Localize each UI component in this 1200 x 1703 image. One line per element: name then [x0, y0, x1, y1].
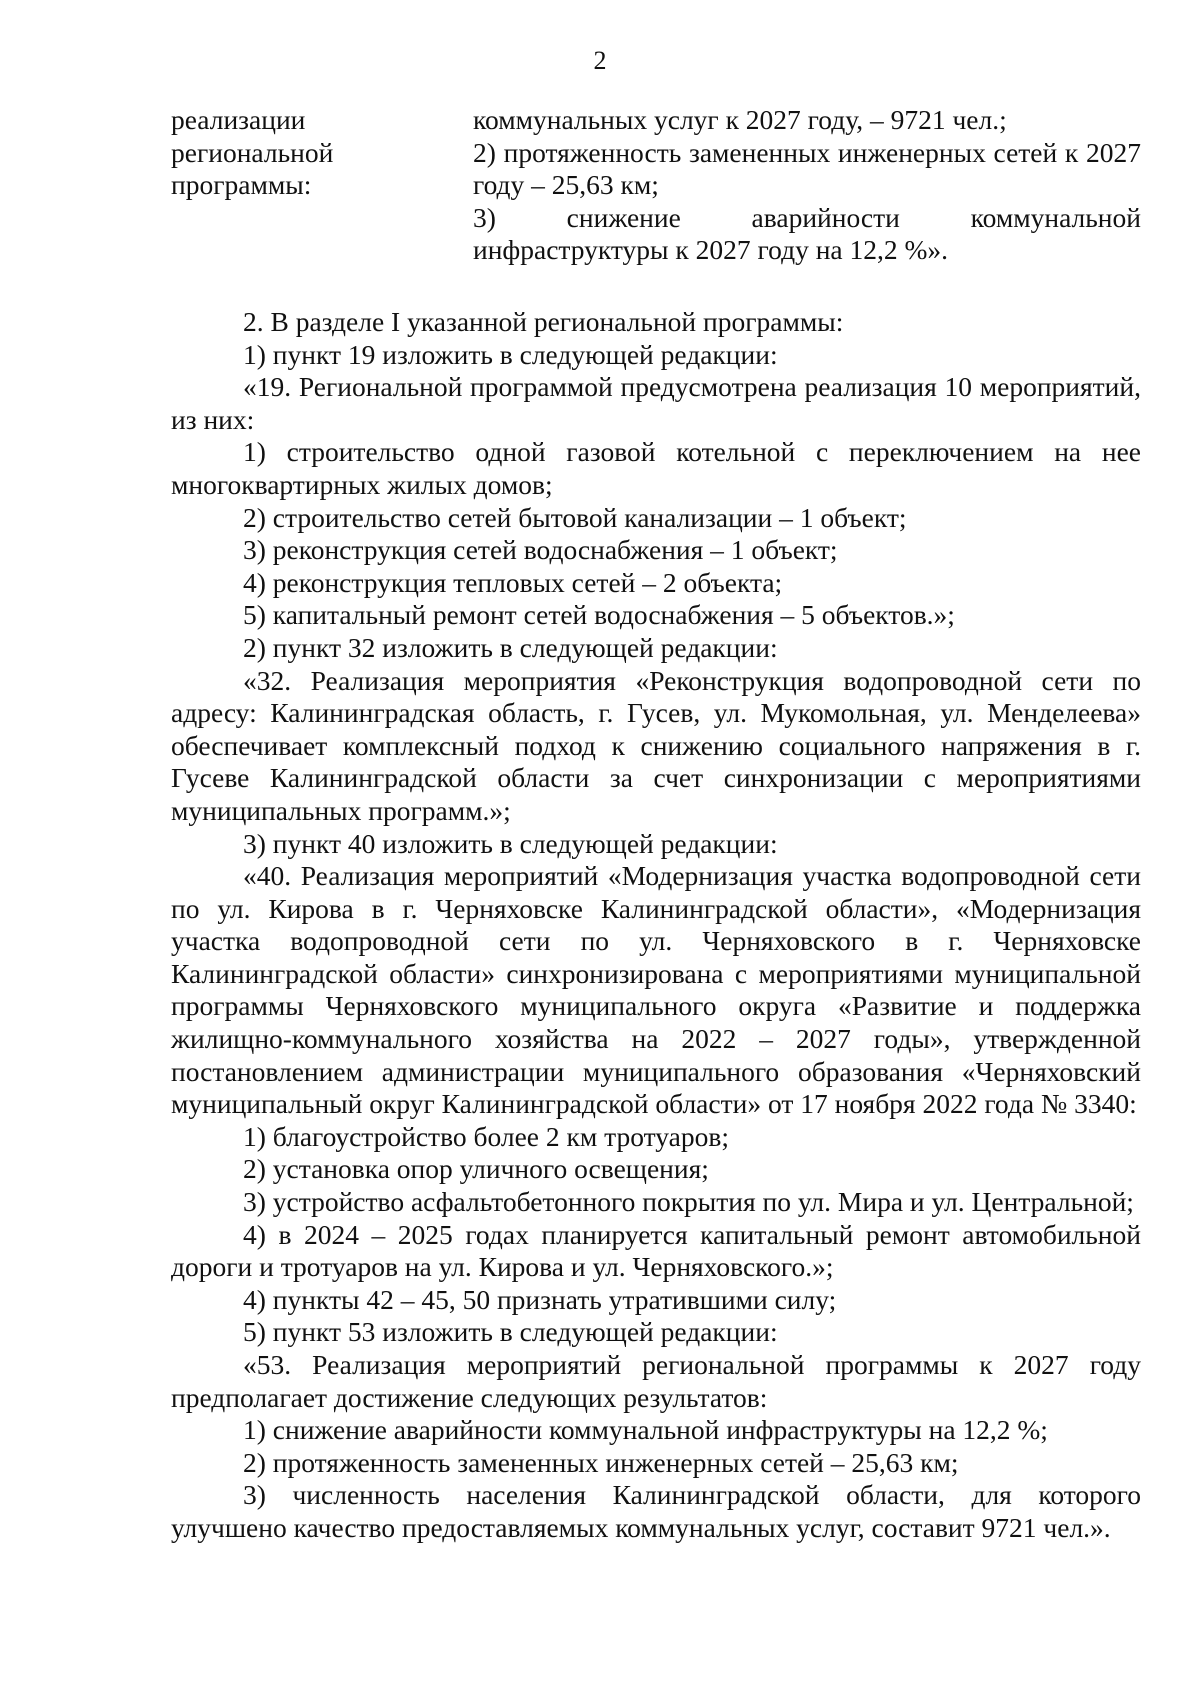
paragraph: 2) установка опор уличного освещения;: [243, 1153, 709, 1185]
paragraph: «40. Реализация мероприятий «Модернизация участка водопроводной сети по ул. Кирова в г. Черняховске Калининградской области», «Модернизация участка водопроводной сети по ул. Черняховского в г. Черняховске Калининградской области» синхронизирована с мероприятиями муниципальной программы Черняховского муниципального округа «Развитие и поддержка жилищно-коммунального хозяйства на 2022 – 2027 годы», утвержденной постановлением администрации муниципального образования «Черняховский муниципальный округ Калининградской области» от 17 ноября 2022 года № 3340:: [171, 860, 1141, 1120]
paragraph: 3) пункт 40 изложить в следующей редакции:: [243, 827, 778, 859]
paragraph: 3) устройство асфальтобетонного покрытия по ул. Мира и ул. Центральной;: [243, 1186, 1134, 1218]
paragraph: 4) реконструкция тепловых сетей – 2 объекта;: [243, 566, 783, 598]
paragraph: «32. Реализация мероприятия «Реконструкция водопроводной сети по адресу: Калининградская область, г. Гусев, ул. Мукомольная, ул. Менделеева» обеспечивает комплексный подход к снижению социального напряжения в г. Гусеве Калининградской области за счет синхронизации с мероприятиями муниципальных программ.»;: [171, 664, 1141, 826]
page-number: 2: [593, 46, 607, 75]
goals-label: [171, 104, 451, 202]
paragraph: 5) пункт 53 изложить в следующей редакции:: [243, 1316, 778, 1348]
goals-label-line: программы:: [171, 169, 312, 201]
goals-value-line: 3) снижение аварийности коммунальной инфраструктуры к 2027 году на 12,2 %».: [473, 201, 1141, 266]
goals-label-line: региональной: [171, 136, 334, 168]
goals-label-line: реализации: [171, 104, 306, 135]
paragraph: 1) пункт 19 изложить в следующей редакции:: [243, 338, 778, 370]
paragraph: 4) в 2024 – 2025 годах планируется капитальный ремонт автомобильной дороги и тротуаров на ул. Кирова и ул. Черняховского.»;: [171, 1218, 1141, 1283]
paragraph: 4) пункты 42 – 45, 50 признать утратившими силу;: [243, 1283, 837, 1315]
goals-values: [473, 104, 1141, 267]
paragraph: 1) благоустройство более 2 км тротуаров;: [243, 1120, 730, 1152]
paragraph: 2. В разделе I указанной региональной программы:: [243, 306, 844, 337]
paragraph: 2) пункт 32 изложить в следующей редакции:: [243, 631, 778, 663]
main-text: [171, 306, 1141, 1545]
paragraph: 3) реконструкция сетей водоснабжения – 1 объект;: [243, 534, 838, 566]
paragraph: «19. Региональной программой предусмотрена реализация 10 мероприятий, из них:: [171, 371, 1141, 435]
paragraph: 1) строительство одной газовой котельной с переключением на нее многоквартирных жилых домов;: [171, 436, 1141, 500]
paragraph: «53. Реализация мероприятий региональной программы к 2027 году предполагает достижение следующих результатов:: [171, 1349, 1141, 1413]
paragraph: 2) протяженность замененных инженерных сетей – 25,63 км;: [243, 1446, 959, 1478]
goals-value-line: коммунальных услуг к 2027 году, – 9721 чел.;: [473, 104, 1007, 135]
paragraph: 3) численность населения Калининградской области, для которого улучшено качество предоставляемых коммунальных услуг, составит 9721 чел.».: [171, 1479, 1141, 1543]
paragraph: 1) снижение аварийности коммунальной инфраструктуры на 12,2 %;: [243, 1414, 1048, 1446]
paragraph: 2) строительство сетей бытовой канализации – 1 объект;: [243, 501, 907, 533]
paragraph: 5) капитальный ремонт сетей водоснабжения – 5 объектов.»;: [243, 599, 955, 631]
goals-value-line: 2) протяженность замененных инженерных сетей к 2027 году – 25,63 км;: [473, 136, 1141, 201]
